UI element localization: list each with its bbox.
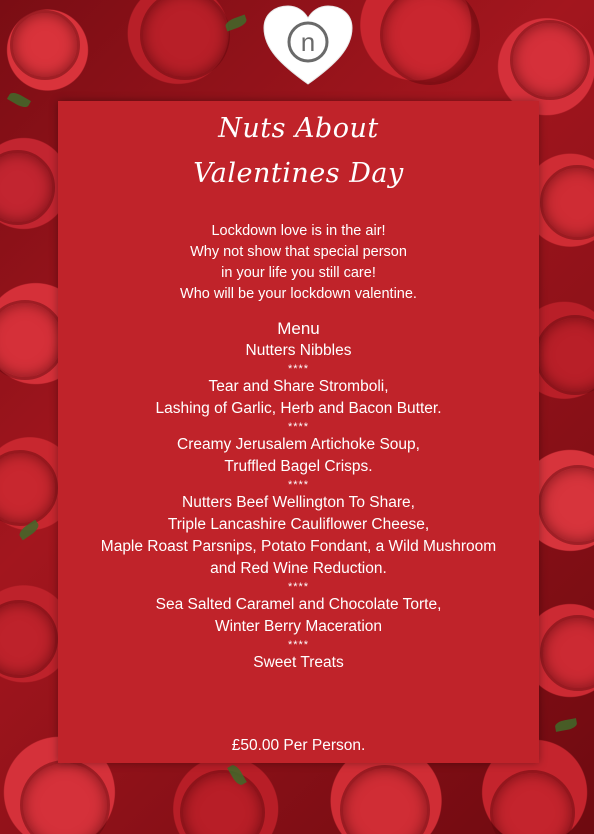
menu-course (58, 376, 539, 420)
title-line-2: Valentines Day (193, 158, 404, 189)
course-line: Lashing of Garlic, Herb and Bacon Butter. (155, 400, 442, 417)
course-line: Creamy Jerusalem Artichoke Soup, (177, 436, 420, 453)
rose (180, 770, 265, 834)
course-separator: **** (287, 363, 310, 375)
rose (20, 760, 110, 834)
menu-list (58, 318, 539, 674)
heart-logo-icon (260, 4, 356, 88)
rose (535, 315, 594, 395)
intro-text (58, 221, 539, 305)
menu-course (58, 340, 539, 362)
course-line: Nutters Beef Wellington To Share, (182, 494, 415, 511)
intro-line: Who will be your lockdown valentine. (180, 286, 417, 302)
rose (340, 765, 430, 834)
intro-line: Lockdown love is in the air! (211, 223, 386, 239)
course-line: Tear and Share Stromboli, (208, 378, 389, 395)
intro-line: in your life you still care! (221, 265, 376, 281)
leaf (224, 15, 248, 32)
course-separator: **** (287, 479, 310, 491)
rose (510, 20, 590, 100)
course-line: and Red Wine Reduction. (210, 560, 387, 577)
course-line: Triple Lancashire Cauliflower Cheese, (167, 516, 430, 533)
rose (0, 150, 55, 225)
course-separator: **** (287, 639, 310, 651)
logo-letter: n (300, 27, 316, 57)
rose (0, 600, 58, 678)
leaf (7, 90, 31, 110)
rose (490, 770, 575, 834)
leaf (554, 718, 577, 732)
course-line: Sea Salted Caramel and Chocolate Torte, (155, 596, 442, 613)
course-line: Truffled Bagel Crisps. (224, 458, 373, 475)
course-line: Maple Roast Parsnips, Potato Fondant, a Wild Mushroom (100, 538, 497, 555)
rose (540, 165, 594, 240)
rose (0, 450, 58, 526)
menu-course (58, 434, 539, 478)
rose (540, 615, 594, 691)
rose (0, 300, 65, 380)
rose (538, 465, 594, 545)
rose (140, 0, 230, 80)
menu-heading: Menu (277, 319, 320, 338)
menu-card (58, 101, 539, 763)
menu-course (58, 652, 539, 674)
course-line: Winter Berry Maceration (214, 618, 383, 635)
menu-course (58, 492, 539, 580)
course-separator: **** (287, 421, 310, 433)
rose (10, 10, 80, 80)
course-separator: **** (287, 581, 310, 593)
course-line: Nutters Nibbles (245, 342, 352, 359)
intro-line: Why not show that special person (190, 244, 407, 260)
menu-course (58, 594, 539, 638)
rose (380, 0, 480, 85)
course-line: Sweet Treats (253, 654, 344, 671)
price: £50.00 Per Person. (231, 737, 366, 754)
title-line-1: Nuts About (218, 113, 379, 144)
